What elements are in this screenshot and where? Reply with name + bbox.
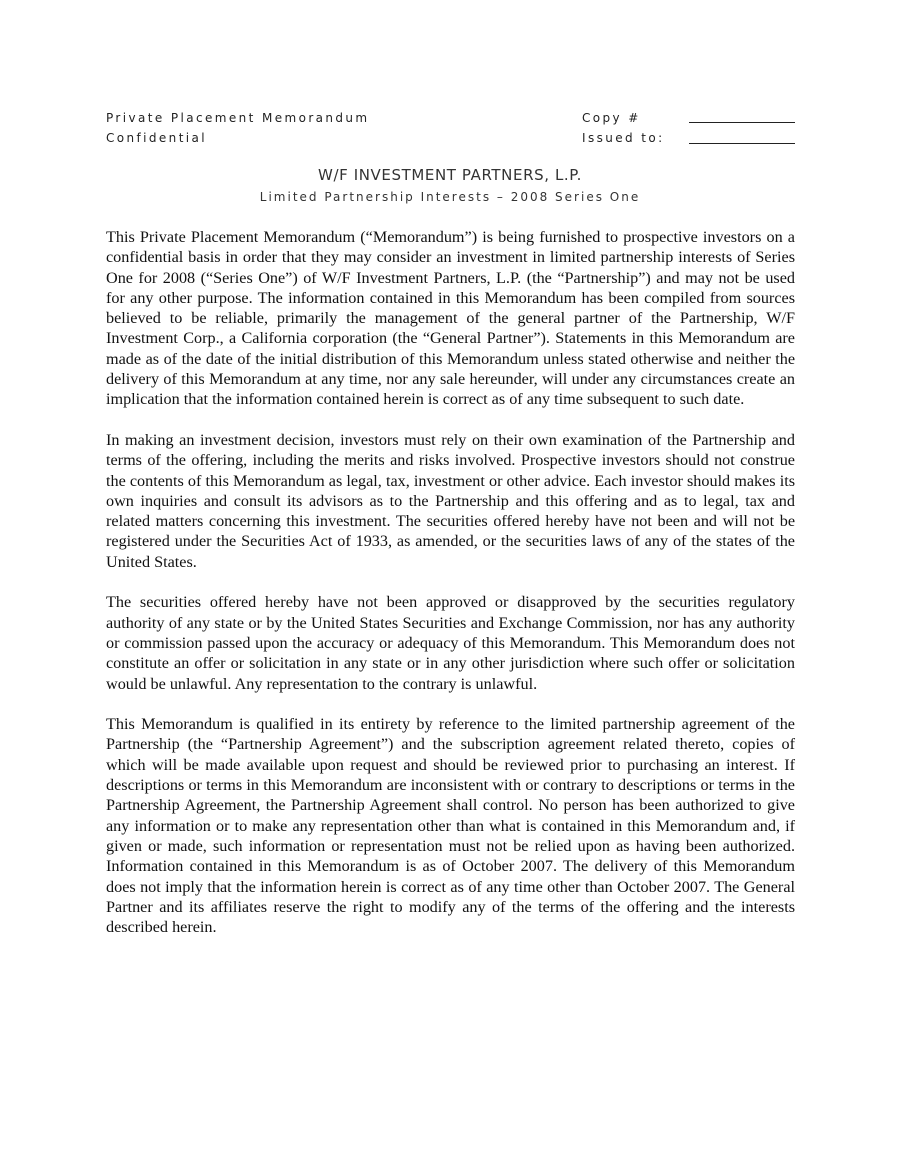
paragraph-qualified: This Memorandum is qualified in its entirety by reference to the limited partnership agreement of the Partnership (the “Partnership Agreement”) and the subscription agreement related thereto, copies of which will be made available upon request and should be reviewed prior to purchasing an interest. If descriptions or terms in this Memorandum are inconsistent with or contrary to descriptions or terms in the Partnership Agreement, the Partnership Agreement shall control. No person has been authorized to give any information or to make any representation other than what is contained in this Memorandum and, if given or made, such information or representation must not be relied upon as having been authorized. Information contained in this Memorandum is as of October 2007. The delivery of this Memorandum does not imply that the information herein is correct as of any time other than October 2007. The General Partner and its affiliates reserve the right to modify any of the terms of the offering and the interests described herein.	[106, 715, 795, 937]
header-left	[106, 108, 370, 148]
copy-number-blank-line	[689, 122, 795, 123]
confidential-label: Confidential	[106, 131, 208, 145]
document-type-label: Private Placement Memorandum	[106, 111, 370, 125]
paragraph-investment-decision: In making an investment decision, investors must rely on their own examination of the Partnership and terms of the offering, including the merits and risks involved. Prospective investors should not construe the contents of this Memorandum as legal, tax, investment or other advice. Each investor should makes its own inquiries and consult its advisors as to the Partnership and this offering and as to legal, tax and related matters concerning this investment. The securities offered hereby have not been and will not be registered under the Securities Act of 1933, as amended, or the securities laws of any of the states of the United States.	[106, 430, 795, 571]
copy-number-label: Copy #	[582, 111, 641, 125]
issued-to-blank-line	[689, 143, 795, 144]
paragraph-not-approved: The securities offered hereby have not been approved or disapproved by the securities regulatory authority of any state or by the United States Securities and Exchange Commission, nor has any authority or commission passed upon the accuracy or adequacy of this Memorandum. This Memorandum does not constitute an offer or solicitation in any state or in any other jurisdiction where such offer or solicitation would be unlawful. Any representation to the contrary is unlawful.	[106, 593, 795, 693]
memorandum-body	[106, 227, 795, 958]
document-title: W/F INVESTMENT PARTNERS, L.P.	[318, 166, 582, 184]
document-subtitle: Limited Partnership Interests – 2008 Series One	[259, 190, 641, 204]
header-right	[582, 108, 665, 148]
paragraph-furnished: This Private Placement Memorandum (“Memorandum”) is being furnished to prospective investors on a confidential basis in order that they may consider an investment in limited partnership interests of Series One for 2008 (“Series One”) of W/F Investment Partners, L.P. (the “Partnership”) and may not be used for any other purpose. The information contained in this Memorandum has been compiled from sources believed to be reliable, primarily the management of the general partner of the Partnership, W/F Investment Corp., a California corporation (the “General Partner”). Statements in this Memorandum are made as of the date of the initial distribution of this Memorandum unless stated otherwise and neither the delivery of this Memorandum at any time, nor any sale hereunder, will under any circumstances create an implication that the information contained herein is correct as of any time subsequent to such date.	[106, 228, 795, 409]
issued-to-label: Issued to:	[582, 131, 665, 145]
